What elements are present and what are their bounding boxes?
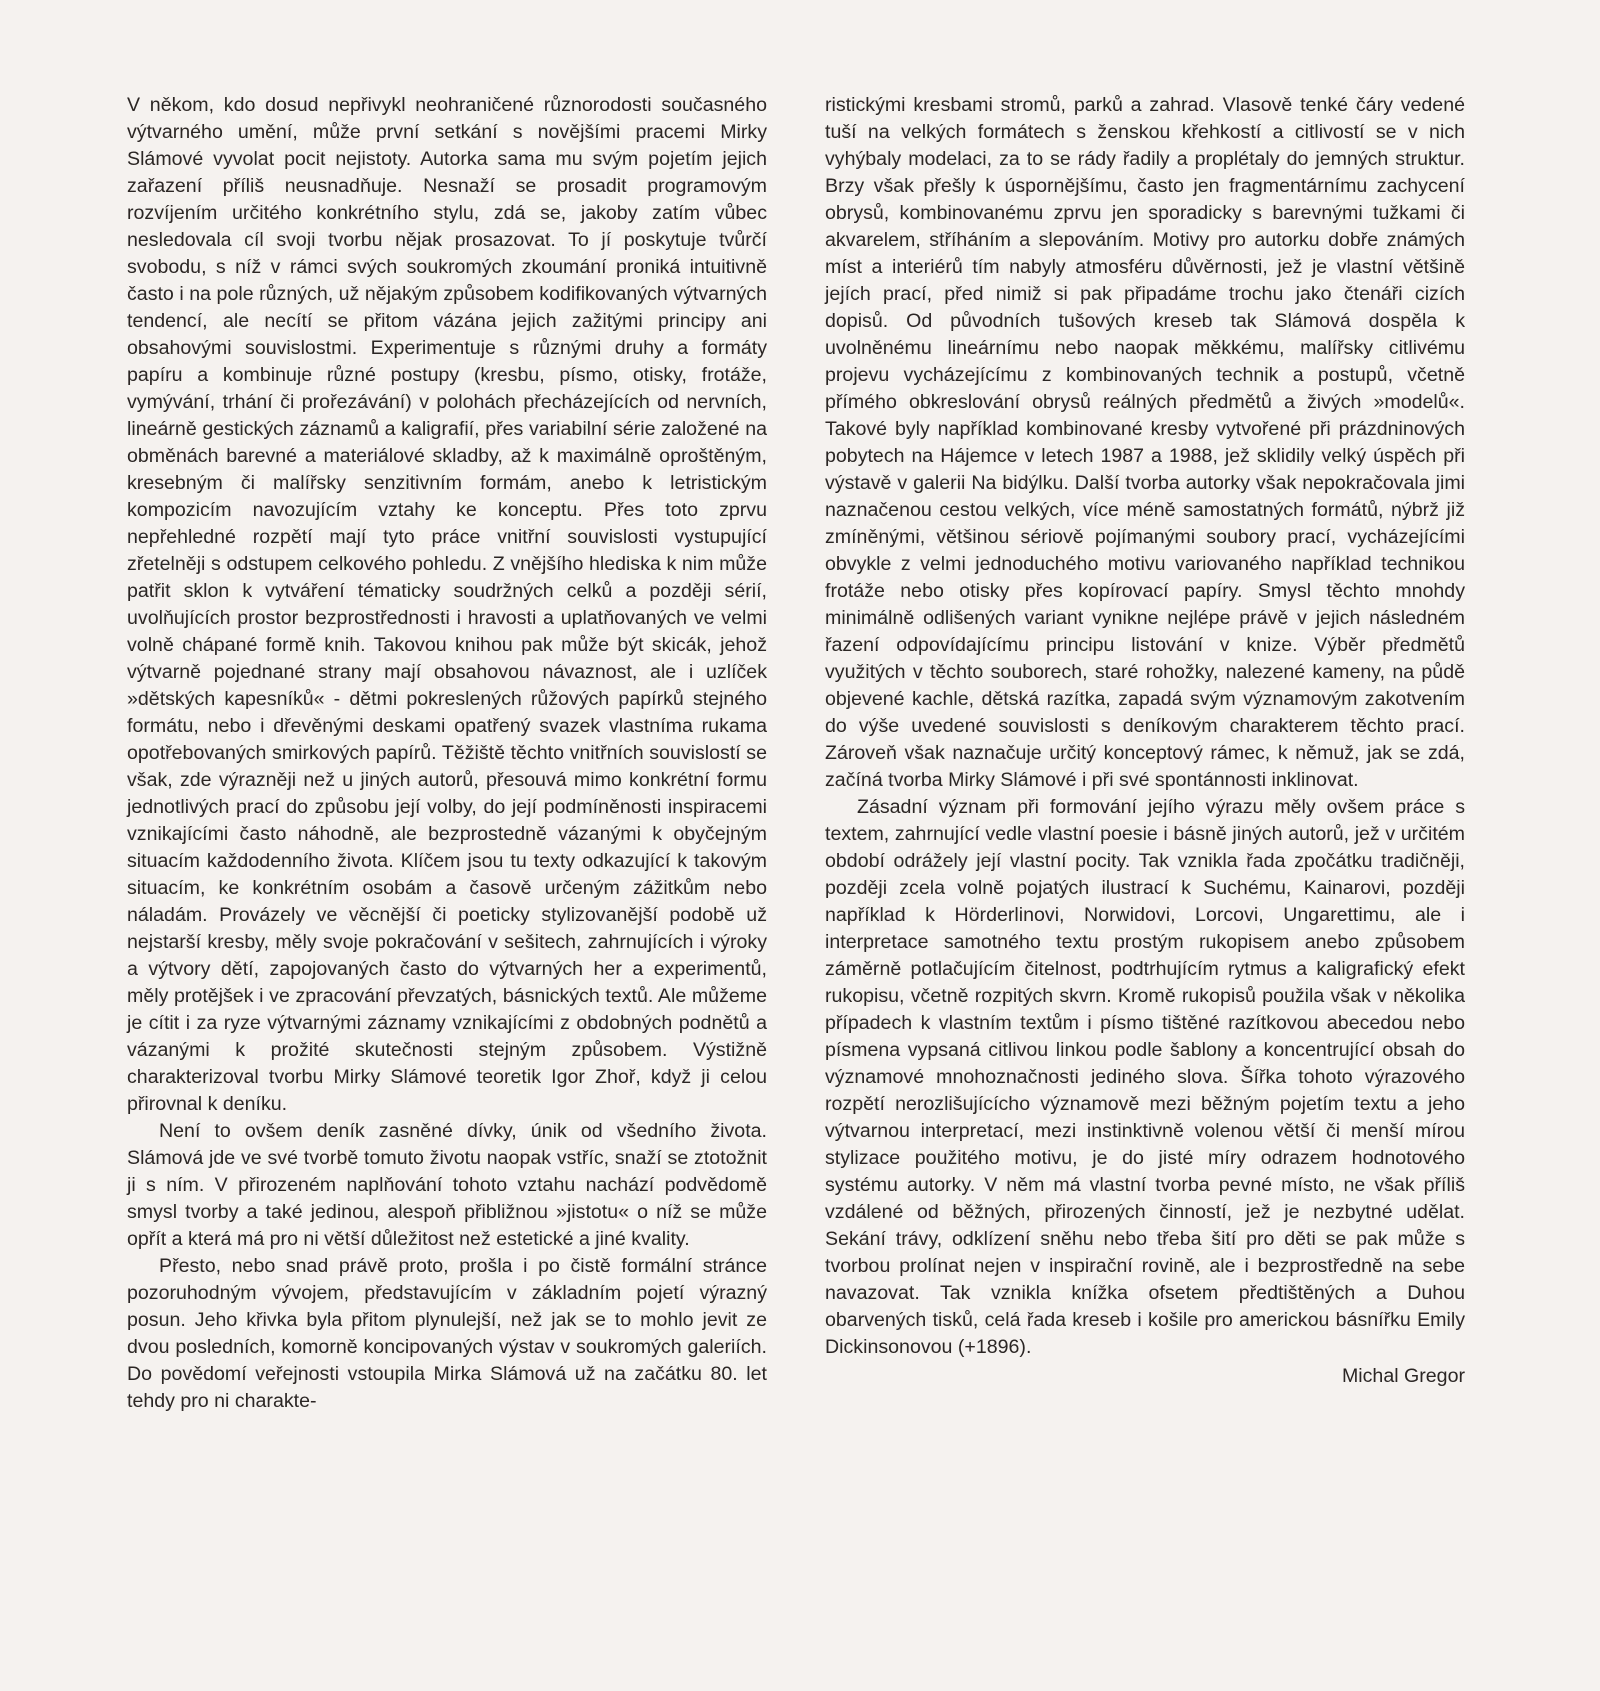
right-column [825, 92, 1465, 1390]
paragraph: ristickými kresbami stromů, parků a zahrad. Vlasově tenké čáry vedené tuší na velkých formátech s ženskou křehkostí a citlivostí se v nich vyhýbaly modelaci, za to se rády řadily a proplétaly do jemných struktur. Brzy však přešly k úspornějšímu, často jen fragmentárnímu zachycení obrysů, kombinovanému zprvu jen sporadicky s barevnými tužkami či akvarelem, stříháním a slepováním. Motivy pro autorku dobře známých míst a interiérů tím nabyly atmosféru důvěrnosti, jež je vlastní většině jejích prací, před nimiž si pak připadáme trochu jako čtenáři cizích dopisů. Od původních tušových kreseb tak Slámová dospěla k uvolněnému lineárnímu nebo naopak měkkému, malířsky citlivému projevu vycházejícímu z kombinovaných technik a postupů, včetně přímého obkreslování obrysů reálných předmětů a živých »modelů«. Takové byly například kombinované kresby vytvořené při prázdninových pobytech na Hájemce v letech 1987 a 1988, jež sklidily velký úspěch při výstavě v galerii Na bidýlku. Další tvorba autorky však nepokračovala jimi naznačenou cestou velkých, více méně samostatných formátů, nýbrž již zmíněnými, většinou sériově pojímanými soubory prací, vycházejícími obvykle z velmi jednoduchého motivu variovaného například technikou frotáže nebo otisky přes kopírovací papíry. Smysl těchto mnohdy minimálně odlišených variant vynikne nejlépe právě v jejich následném řazení odpovídajícímu principu listování v knize. Výběr předmětů využitých v těchto souborech, staré rohožky, nalezené kameny, na půdě objevené kachle, dětská razítka, zapadá svým významovým zakotvením do výše uvedené souvislosti s deníkovým charakterem těchto prací. Zároveň však naznačuje určitý konceptový rámec, k němuž, jak se zdá, začíná tvorba Mirky Slámové i při své spontánnosti inklinovat. [825, 94, 1465, 791]
author-signature: Michal Gregor [1341, 1365, 1465, 1387]
paragraph: Přesto, nebo snad právě proto, prošla i po čistě formální stránce pozoruhodným vývojem, představujícím v základním pojetí výrazný posun. Jeho křivka byla přitom plynulejší, než jak se to mohlo jevit ze dvou posledních, komorně koncipovaných výstav v soukromých galeriích. Do povědomí veřejnosti vstoupila Mirka Slámová už na začátku 80. let tehdy pro ni charakte- [127, 1255, 767, 1412]
left-column [127, 92, 767, 1415]
paragraph: V někom, kdo dosud nepřivykl neohraničené různorodosti současného výtvarného umění, může první setkání s novějšími pracemi Mirky Slámové vyvolat pocit nejistoty. Autorka sama mu svým pojetím jejich zařazení příliš neusnadňuje. Nesnaží se prosadit programovým rozvíjením určitého konkrétního stylu, zdá se, jakoby zatím vůbec nesledovala cíl svoji tvorbu nějak prosazovat. To jí poskytuje tvůrčí svobodu, s níž v rámci svých soukromých zkoumání proniká intuitivně často i na pole různých, už nějakým způsobem kodifikovaných výtvarných tendencí, ale necítí se přitom vázána jejich zažitými principy ani obsahovými souvislostmi. Experimentuje s různými druhy a formáty papíru a kombinuje různé postupy (kresbu, písmo, otisky, frotáže, vymývání, trhání či prořezávání) v polohách přecházejících od nervních, lineárně gestických záznamů a kaligrafií, přes variabilní série založené na obměnách barevné a materiálové skladby, až k maximálně oproštěným, kresebným či malířsky senzitivním formám, anebo k letristickým kompozicím navozujícím vztahy ke konceptu. Přes toto zprvu nepřehledné rozpětí mají tyto práce vnitřní souvislosti vystupující zřetelněji s odstupem celkového pohledu. Z vnějšího hlediska k nim může patřit sklon k vytváření tématicky soudržných celků a později sérií, uvolňujících prostor bezprostřednosti i hravosti a uplatňovaných ve velmi volně chápané formě knih. Takovou knihou pak může být skicák, jehož výtvarně pojednané strany mají obsahovou návaznost, ale i uzlíček »dětských kapesníků« - dětmi pokreslených růžových papírků stejného formátu, nebo i dřevěnými deskami opatřený svazek vlastníma rukama opotřebovaných smirkových papírů. Těžiště těchto vnitřních souvislostí se však, zde výrazněji než u jiných autorů, přesouvá mimo konkrétní formu jednotlivých prací do způsobu její volby, do její podmíněnosti inspiracemi vznikajícími často náhodně, ale bezprostedně vázanými k obyčejným situacím každodenního života. Klíčem jsou tu texty odkazující k takovým situacím, ke konkrétním osobám a časově určeným zážitkům nebo náladám. Provázely ve věcnější či poeticky stylizovanější podobě už nejstarší kresby, měly svoje pokračování v sešitech, zahrnujících i výroky a výtvory dětí, zapojovaných často do výtvarných her a experimentů, měly protějšek i ve zpracování převzatých, básnických textů. Ale můžeme je cítit i za ryze výtvarnými záznamy vznikajícími z obdobných podnětů a vázanými k prožité skutečnosti stejným způsobem. Výstižně charakterizoval tvorbu Mirky Slámové teoretik Igor Zhoř, když ji celou přirovnal k deníku. [127, 94, 767, 1115]
paragraph: Není to ovšem deník zasněné dívky, únik od všedního života. Slámová jde ve své tvorbě tomuto životu naopak vstříc, snaží se ztotožnit ji s ním. V přirozeném naplňování tohoto vztahu nachází podvědomě smysl tvorby a také jedinou, alespoň přibližnou »jistotu« o níž se může opřít a která má pro ni větší důležitost než estetické a jiné kvality. [127, 1120, 767, 1250]
paragraph: Zásadní význam při formování jejího výrazu měly ovšem práce s textem, zahrnující vedle vlastní poesie i básně jiných autorů, jež v určitém období odrážely její vlastní pocity. Tak vznikla řada zpočátku tradičněji, později zcela volně pojatých ilustrací k Suchému, Kainarovi, později například k Hörderlinovi, Norwidovi, Lorcovi, Ungarettimu, ale i interpretace samotného textu prostým rukopisem anebo způsobem záměrně potlačujícím čitelnost, podtrhujícím rytmus a kaligrafický efekt rukopisu, včetně rozpitých skvrn. Kromě rukopisů použila však v několika případech k vlastním textům i písmo tištěné razítkovou abecedou nebo písmena vypsaná citlivou linkou podle šablony a koncentrující obsah do významové mnohoznačnosti jediného slova. Šířka tohoto výrazového rozpětí nerozlišujícícho významově mezi běžným pojetím textu a jeho výtvarnou interpretací, mezi instinktivně volenou větší či menší mírou stylizace použitého motivu, je do jisté míry odrazem hodnotového systému autorky. V něm má vlastní tvorba pevné místo, ne však příliš vzdálené od běžných, přirozených činností, jež je nezbytné udělat. Sekání trávy, odklízení sněhu nebo třeba šití pro děti se pak může s tvorbou prolínat nejen v inspirační rovině, ale i bezprostředně na sebe navazovat. Tak vznikla knížka ofsetem předtištěných a Duhou obarvených tisků, celá řada kreseb i košile pro americkou básnířku Emily Dickinsonovou (+1896). [825, 796, 1465, 1358]
